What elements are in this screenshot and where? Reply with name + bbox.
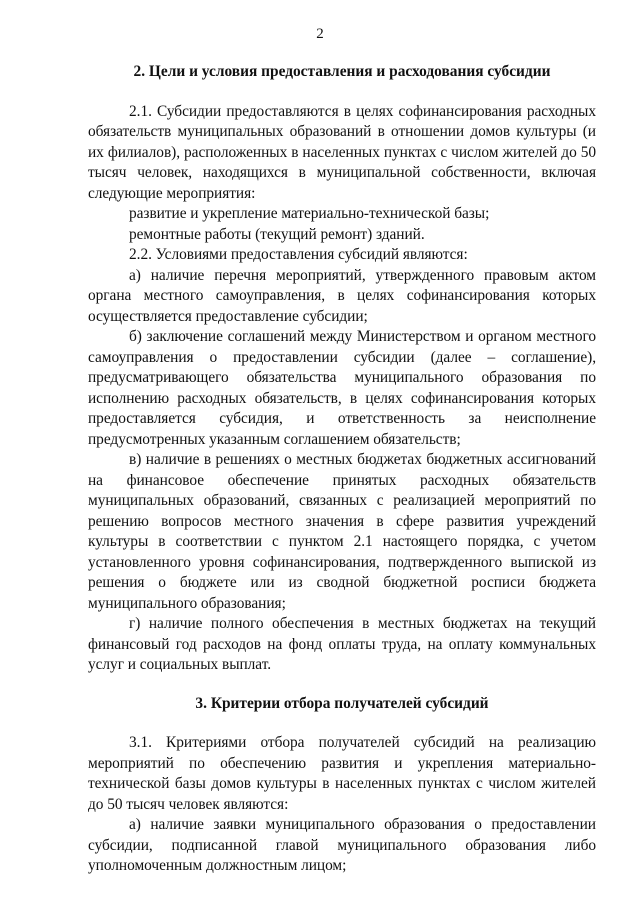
paragraph: г) наличие полного обеспечения в местных бюджетах на текущий финансовый год расходов на фонд оплаты труда, на оплату коммунальных услуг и социальных выплат. <box>88 615 596 673</box>
document-body <box>88 62 596 877</box>
section-heading: 3. Критерии отбора получателей субсидий <box>195 694 489 712</box>
page-number: 2 <box>316 26 324 42</box>
paragraph: ремонтные работы (текущий ремонт) зданий. <box>129 225 425 243</box>
paragraph: а) наличие перечня мероприятий, утвержденного правовым актом органа местного самоуправления, в целях софинансирования которых осуществляется предоставление субсидии; <box>88 266 596 325</box>
paragraph: 2.1. Субсидии предоставляются в целях софинансирования расходных обязательств муниципальных образований в отношении домов культуры (и их филиалов), расположенных в населенных пунктах с числом жителей до 50 тысяч человек, находящихся в муниципальной собственности, включая следующие мероприятия: <box>88 102 596 202</box>
paragraph: а) наличие заявки муниципального образования о предоставлении субсидии, подписанной главой муниципального образования либо уполномоченным должностным лицом; <box>88 816 596 874</box>
paragraph: в) наличие в решениях о местных бюджетах бюджетных ассигнований на финансовое обеспечение принятых расходных обязательств муниципальных образований, связанных с реализацией мероприятий по решению вопросов местного значения в сфере развития учреждений культуры в соответствии с пунктом 2.1 настоящего порядка, с учетом установленного уровня софинансирования, подтвержденного выпиской из решения о бюджете или из сводной бюджетной росписи бюджета муниципального образования; <box>88 451 596 612</box>
paragraph: развитие и укрепление материально-технической базы; <box>129 205 490 222</box>
section-heading: 2. Цели и условия предоставления и расходования субсидии <box>133 63 551 80</box>
paragraph: б) заключение соглашений между Министерством и органом местного самоуправления о предоставлении субсидии (далее – соглашение), предусматривающего обязательства муниципального образования по исполнению расходных обязательств, в целях софинансирования которых предоставляется субсидия, и ответственность за неисполнение предусмотренных указанным соглашением обязательств; <box>88 328 596 448</box>
paragraph: 2.2. Условиями предоставления субсидий являются: <box>129 246 468 263</box>
paragraph: 3.1. Критериями отбора получателей субсидий на реализацию мероприятий по обеспечению развития и укрепления материально-технической базы домов культуры в населенных пунктах с числом жителей до 50 тысяч человек являются: <box>88 734 596 813</box>
